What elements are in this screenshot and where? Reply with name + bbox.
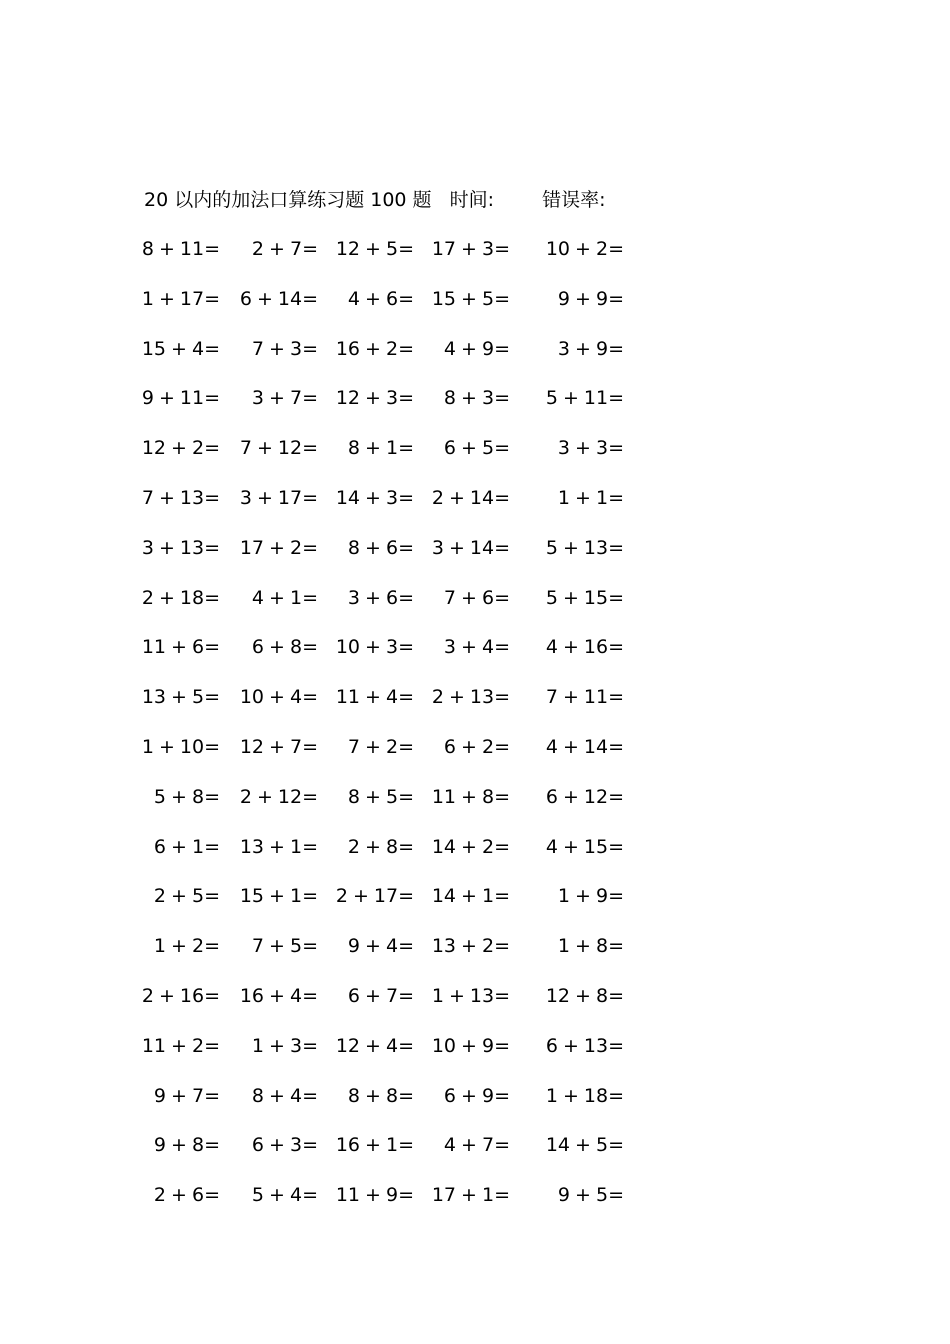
problem-row [141,484,668,534]
problem-row [141,534,668,584]
problem-item: 1 + 13= [431,984,510,1007]
problem-item: 2 + 14= [431,486,510,509]
problem-row [148,1181,668,1231]
problem-item: 6 + 2= [443,735,510,758]
time-label: 时间: [449,189,495,211]
problem-item: 7 + 6= [443,586,510,609]
problem-item: 4 + 16= [545,636,624,659]
problem-item: 2 + 13= [431,686,510,709]
problem-item: 1 + 2= [153,935,220,958]
problem-item: 12 + 3= [335,387,414,410]
problem-row [148,932,668,982]
problem-item: 17 + 3= [431,238,510,260]
problem-item: 2 + 12= [239,785,318,808]
problem-row [141,733,668,783]
problem-item: 4 + 9= [443,337,510,360]
problem-item: 4 + 7= [443,1134,510,1157]
problem-item: 6 + 5= [443,437,510,460]
problem-item: 2 + 5= [153,885,220,908]
problem-row [141,384,668,434]
problem-item: 8 + 5= [347,785,414,808]
problem-item: 8 + 3= [443,387,510,410]
problem-item: 4 + 15= [545,835,624,858]
problem-item: 3 + 17= [239,486,318,509]
problem-item: 6 + 9= [443,1084,510,1107]
problem-item: 1 + 3= [251,1034,318,1057]
problem-item: 9 + 9= [557,287,624,310]
problem-item: 1 + 8= [557,935,624,958]
problem-item: 7 + 2= [347,735,414,758]
problem-item: 7 + 13= [141,486,220,509]
problem-row [141,584,668,634]
problem-item: 15 + 4= [141,337,220,360]
problem-item: 5 + 13= [545,536,624,559]
problem-item: 12 + 4= [335,1034,414,1057]
problem-item: 3 + 3= [557,437,624,460]
problem-item: 3 + 6= [347,586,414,609]
problem-item: 16 + 1= [335,1134,414,1157]
problem-row [148,1082,668,1132]
problem-item: 14 + 2= [431,835,510,858]
problem-item: 9 + 7= [153,1084,220,1107]
problem-item: 6 + 8= [251,636,318,659]
problem-item: 9 + 11= [141,387,220,410]
problem-item: 5 + 8= [153,785,220,808]
problem-grid [141,235,668,1231]
problem-row [141,235,668,285]
problem-row [148,1131,668,1181]
problem-item: 11 + 9= [335,1184,414,1207]
problem-item: 7 + 5= [251,935,318,958]
problem-item: 8 + 6= [347,536,414,559]
problem-row [141,1032,668,1082]
problem-item: 4 + 1= [251,586,318,609]
problem-item: 16 + 2= [335,337,414,360]
problem-item: 14 + 5= [545,1134,624,1157]
problem-item: 7 + 3= [251,337,318,360]
problem-item: 1 + 17= [141,287,220,310]
problem-item: 2 + 17= [335,885,414,908]
problem-item: 10 + 4= [239,686,318,709]
problem-item: 6 + 14= [239,287,318,310]
problem-item: 9 + 5= [557,1184,624,1207]
problem-row [141,982,668,1032]
problem-item: 15 + 5= [431,287,510,310]
problem-item: 3 + 9= [557,337,624,360]
problem-item: 3 + 13= [141,536,220,559]
problem-item: 2 + 7= [251,238,318,260]
worksheet-title: 20 以内的加法口算练习题 100 题 [144,189,432,211]
problem-item: 7 + 12= [239,437,318,460]
problem-item: 11 + 6= [141,636,220,659]
problem-item: 2 + 16= [141,984,220,1007]
problem-item: 1 + 9= [557,885,624,908]
problem-item: 9 + 8= [153,1134,220,1157]
problem-item: 12 + 2= [141,437,220,460]
problem-item: 13 + 1= [239,835,318,858]
problem-item: 6 + 12= [545,785,624,808]
problem-item: 11 + 4= [335,686,414,709]
problem-item: 4 + 14= [545,735,624,758]
problem-item: 5 + 15= [545,586,624,609]
problem-item: 2 + 18= [141,586,220,609]
problem-item: 16 + 4= [239,984,318,1007]
problem-item: 1 + 10= [141,735,220,758]
problem-item: 2 + 6= [153,1184,220,1207]
problem-item: 6 + 13= [545,1034,624,1057]
problem-row [141,285,668,335]
problem-item: 5 + 4= [251,1184,318,1207]
problem-item: 3 + 7= [251,387,318,410]
problem-item: 12 + 7= [239,735,318,758]
problem-item: 10 + 3= [335,636,414,659]
problem-item: 2 + 8= [347,835,414,858]
problem-row [148,833,668,883]
problem-item: 11 + 2= [141,1034,220,1057]
problem-row [141,633,668,683]
problem-item: 14 + 1= [431,885,510,908]
problem-item: 11 + 8= [431,785,510,808]
problem-item: 5 + 11= [545,387,624,410]
problem-item: 8 + 8= [347,1084,414,1107]
problem-item: 17 + 1= [431,1184,510,1207]
problem-item: 6 + 3= [251,1134,318,1157]
problem-item: 9 + 4= [347,935,414,958]
worksheet-header [144,186,605,214]
problem-item: 4 + 6= [347,287,414,310]
problem-item: 6 + 7= [347,984,414,1007]
problem-item: 3 + 4= [443,636,510,659]
problem-item: 8 + 4= [251,1084,318,1107]
problem-item: 8 + 1= [347,437,414,460]
problem-item: 10 + 9= [431,1034,510,1057]
problem-row [141,335,668,385]
problem-item: 15 + 1= [239,885,318,908]
problem-item: 13 + 5= [141,686,220,709]
problem-item: 8 + 11= [141,238,220,260]
problem-item: 7 + 11= [545,686,624,709]
problem-item: 12 + 5= [335,238,414,260]
problem-item: 6 + 1= [153,835,220,858]
problem-row [141,683,668,733]
error-rate-label: 错误率: [542,189,606,211]
problem-item: 14 + 3= [335,486,414,509]
problem-item: 12 + 8= [545,984,624,1007]
problem-item: 13 + 2= [431,935,510,958]
problem-item: 3 + 14= [431,536,510,559]
problem-item: 1 + 18= [545,1084,624,1107]
problem-item: 10 + 2= [545,238,624,260]
problem-item: 17 + 2= [239,536,318,559]
problem-row [148,882,668,932]
problem-row [148,783,668,833]
problem-row [141,434,668,484]
problem-item: 1 + 1= [557,486,624,509]
